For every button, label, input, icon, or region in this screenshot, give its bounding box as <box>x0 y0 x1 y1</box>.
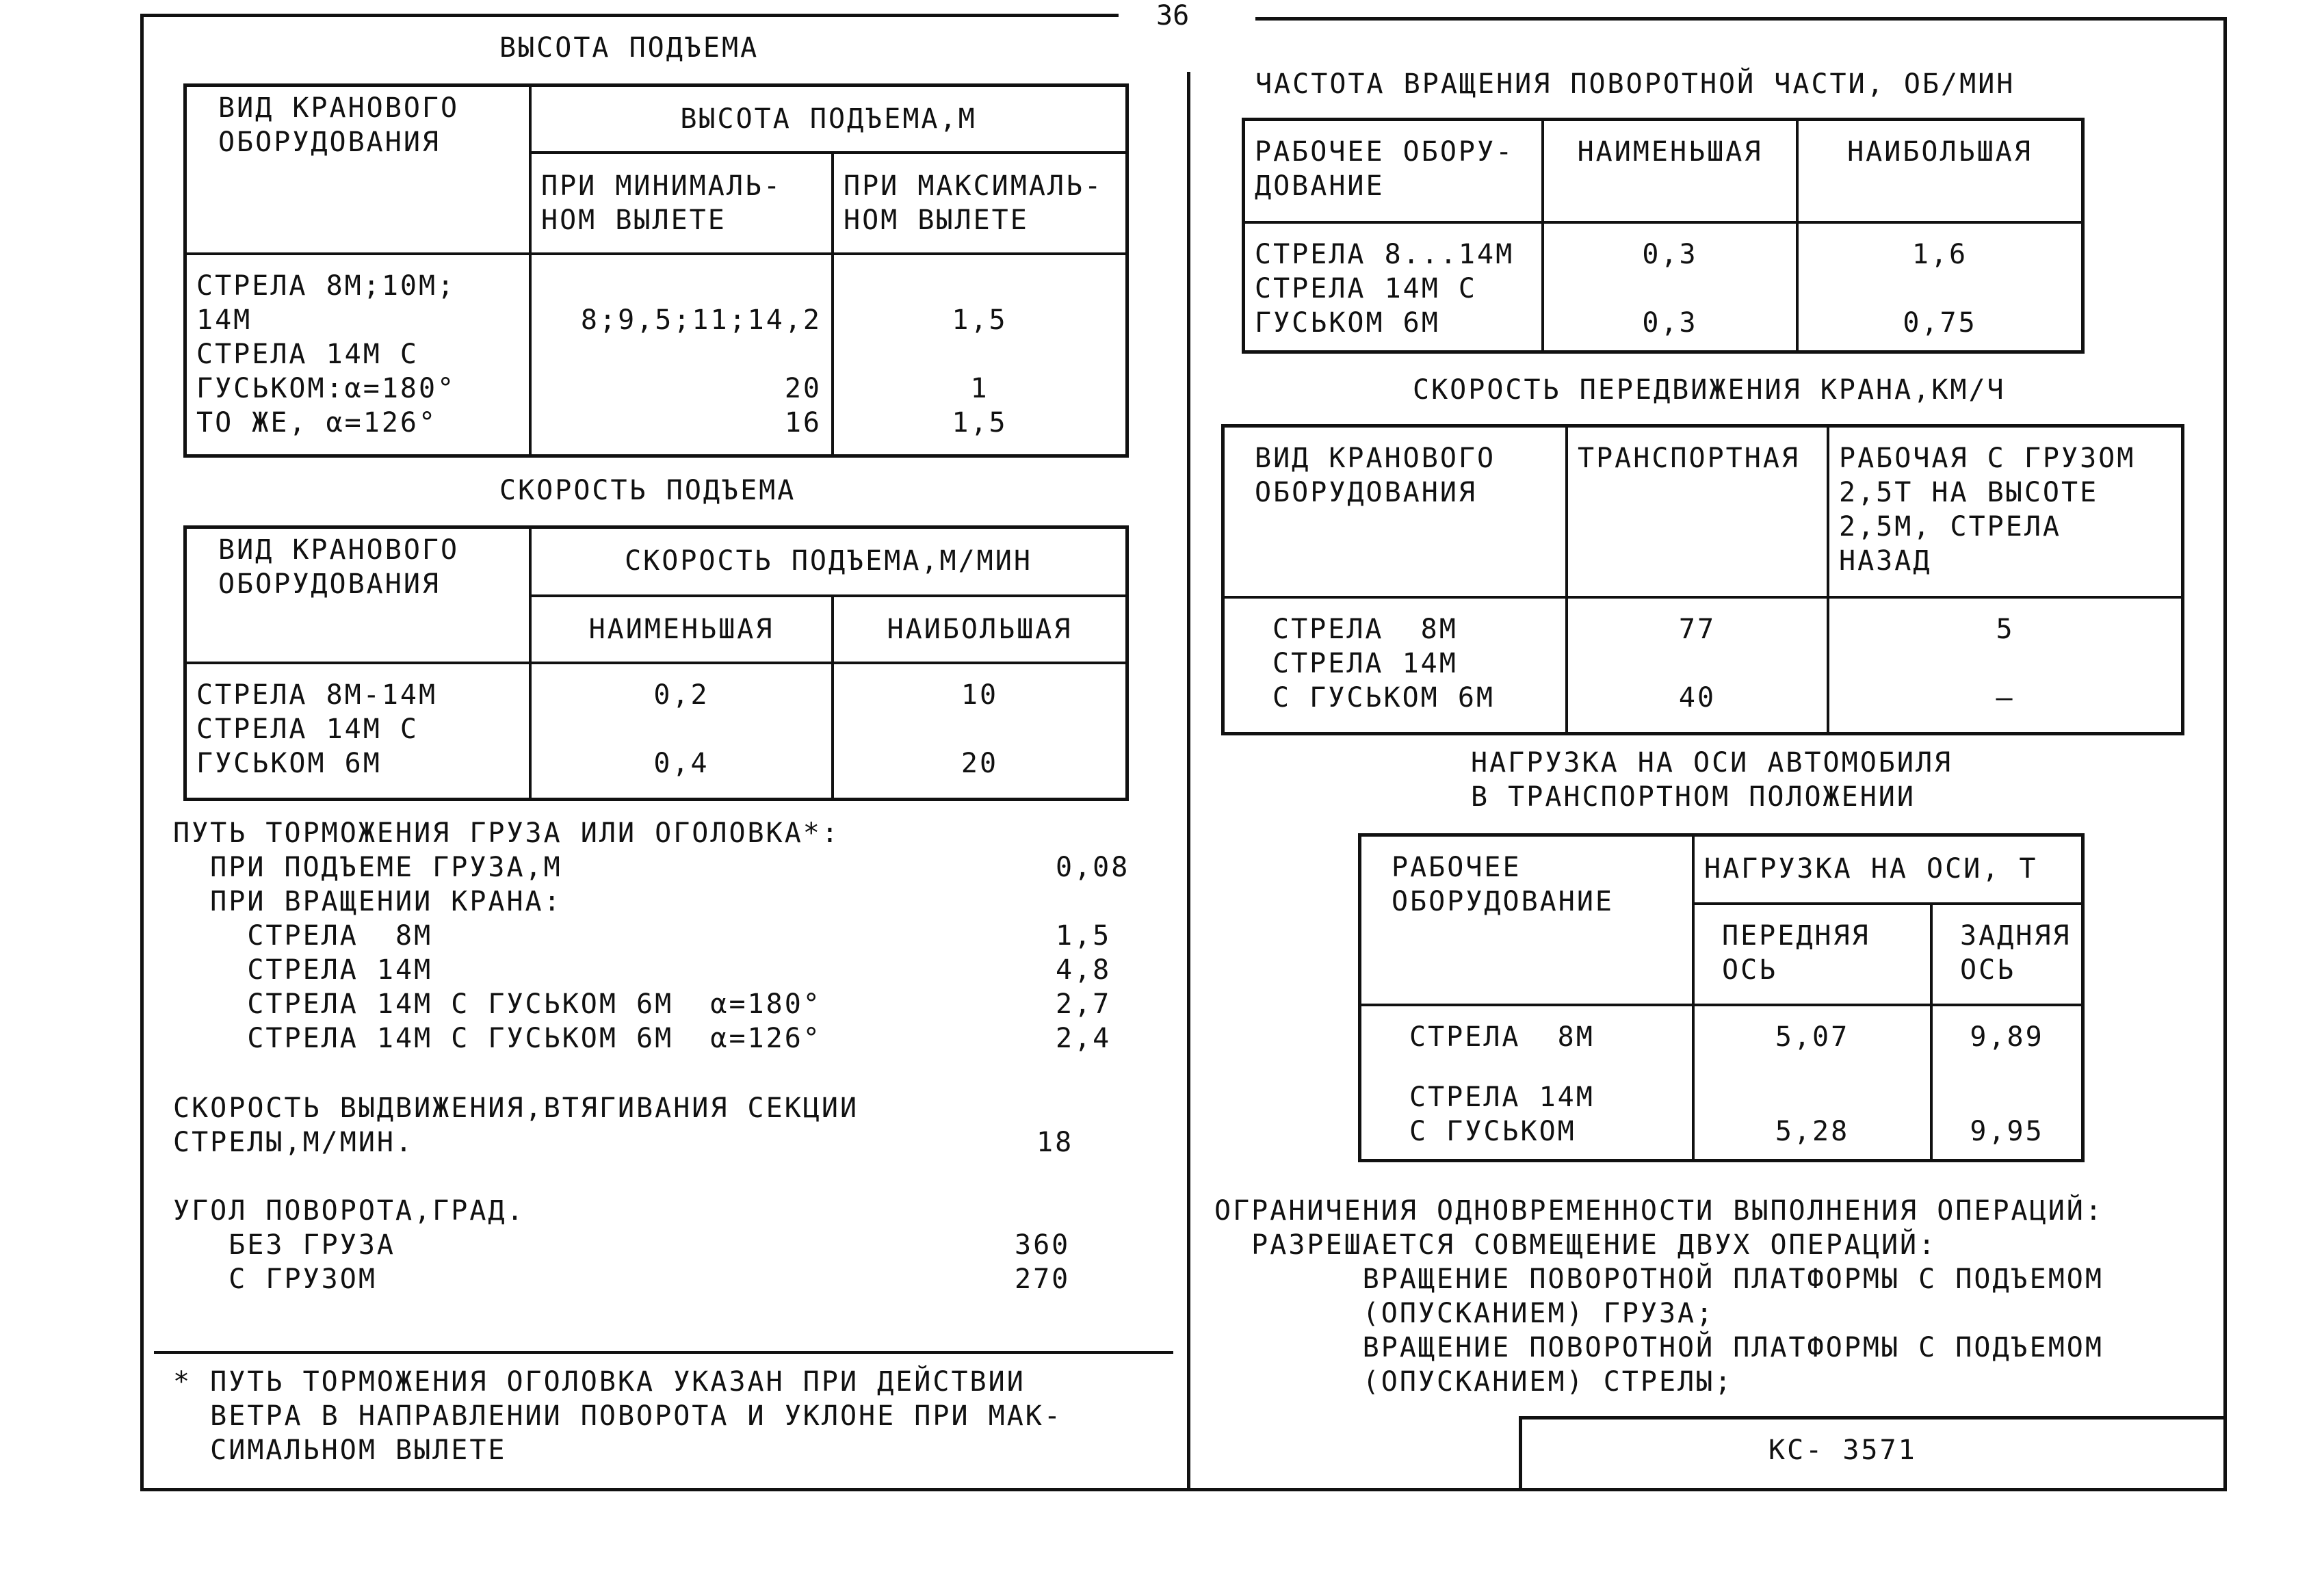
braking-item-value: 2,7 <box>1056 989 1112 1020</box>
travel-speed-col-equipment: ВИД КРАНОВОГО ОБОРУДОВАНИЯ <box>1223 426 1567 597</box>
rotation-speed-row-max: 1,6 0,75 <box>1797 222 2083 352</box>
footnote: * ПУТЬ ТОРМОЖЕНИЯ ОГОЛОВКА УКАЗАН ПРИ ДЕЙСТВИИ ВЕТРА В НАПРАВЛЕНИИ ПОВОРОТА И УКЛОНЕ ПРИ МАК- СИМАЛЬНОМ ВЫЛЕТЕ <box>173 1366 1062 1466</box>
lift-height-title: ВЫСОТА ПОДЪЕМА <box>499 32 759 64</box>
footnote-divider <box>154 1351 1173 1354</box>
braking-item <box>173 850 1145 885</box>
travel-speed-col-transport: ТРАНСПОРТНАЯ <box>1567 426 1828 597</box>
braking-item <box>173 953 1145 987</box>
travel-speed-table <box>1221 424 2184 735</box>
braking-item-value: 0,08 <box>1056 852 1130 883</box>
rotation-item-value: 270 <box>1015 1264 1071 1295</box>
axle-load-col-front: ПЕРЕДНЯЯ ОСЬ <box>1693 904 1931 1005</box>
braking-item-label: СТРЕЛА 14М С ГУСЬКОМ 6М α=180° <box>173 989 822 1020</box>
frame-left <box>140 14 144 1491</box>
braking-item-value: 4,8 <box>1056 954 1112 986</box>
braking-item <box>173 987 1145 1021</box>
axle-load-col-rear: ЗАДНЯЯ ОСЬ <box>1931 904 2083 1005</box>
travel-speed-row-working: 5 — <box>1828 597 2183 734</box>
lift-height-col-min: ПРИ МИНИМАЛЬ- НОМ ВЫЛЕТЕ <box>530 153 833 254</box>
frame-right <box>2223 17 2227 1491</box>
lift-speed-row-max: 10 20 <box>833 663 1127 800</box>
lift-speed-col-equipment: ВИД КРАНОВОГО ОБОРУДОВАНИЯ <box>185 527 531 663</box>
lift-height-row-min: 8;9,5;11;14,2 20 16 <box>530 254 833 456</box>
restrictions: ОГРАНИЧЕНИЯ ОДНОВРЕМЕННОСТИ ВЫПОЛНЕНИЯ ОПЕРАЦИЙ: РАЗРЕШАЕТСЯ СОВМЕЩЕНИЕ ДВУХ ОПЕРАЦИЙ: ВРАЩЕНИЕ ПОВОРОТНОЙ ПЛАТФОРМЫ С ПОДЪЕМОМ (ОПУСКАНИЕМ) ГРУЗА; ВРАЩЕНИЕ ПОВОРОТНОЙ ПЛАТФОРМЫ С ПОДЪЕМОМ (ОПУСКАНИЕМ) СТРЕЛЫ; <box>1214 1195 2104 1398</box>
rotation-speed-col-max: НАИБОЛЬШАЯ <box>1797 120 2083 222</box>
rotation-speed-row-min: 0,3 0,3 <box>1543 222 1797 352</box>
travel-speed-row-equipment: СТРЕЛА 8М СТРЕЛА 14М С ГУСЬКОМ 6М <box>1223 597 1567 734</box>
axle-load-title: НАГРУЗКА НА ОСИ АВТОМОБИЛЯ В ТРАНСПОРТНОМ ПОЛОЖЕНИИ <box>1471 747 1953 813</box>
lift-height-col-height: ВЫСОТА ПОДЪЕМА,М <box>530 86 1127 153</box>
rotation-speed-col-min: НАИМЕНЬШАЯ <box>1543 120 1797 222</box>
braking-item-value: 1,5 <box>1056 920 1112 952</box>
travel-speed-col-working: РАБОЧАЯ С ГРУЗОМ 2,5Т НА ВЫСОТЕ 2,5М, СТРЕЛА НАЗАД <box>1828 426 2183 597</box>
rotation-item <box>173 1262 1145 1296</box>
axle-load-row1-front: 5,07 <box>1693 1005 1931 1073</box>
rotation-item-label: С ГРУЗОМ <box>173 1264 377 1295</box>
axle-load-row2-front: 5,28 <box>1693 1073 1931 1161</box>
braking-item-label: СТРЕЛА 8М <box>173 920 433 952</box>
braking-list <box>173 850 1145 1056</box>
frame-top-right <box>1255 17 2227 21</box>
axle-load-row1-equipment: СТРЕЛА 8М <box>1360 1005 1694 1073</box>
lift-speed-title: СКОРОСТЬ ПОДЪЕМА <box>499 475 796 506</box>
stamp-label: КС- 3571 <box>1768 1435 1917 1466</box>
lift-height-row-equipment: СТРЕЛА 8М;10М; 14М СТРЕЛА 14М С ГУСЬКОМ:α=180° ТО ЖЕ, α=126° <box>185 254 531 456</box>
braking-item-label: ПРИ ПОДЪЕМЕ ГРУЗА,М <box>173 852 562 883</box>
rotation-speed-col-equipment: РАБОЧЕЕ ОБОРУ- ДОВАНИЕ <box>1244 120 1543 222</box>
page-number: 36 <box>1156 0 1190 31</box>
lift-height-table <box>183 83 1129 458</box>
axle-load-row2-equipment: СТРЕЛА 14М С ГУСЬКОМ <box>1360 1073 1694 1161</box>
rotation-speed-table <box>1242 118 2085 354</box>
braking-item <box>173 1021 1145 1056</box>
axle-load-row2-rear: 9,95 <box>1931 1073 2083 1161</box>
braking-item-value: 2,4 <box>1056 1023 1112 1054</box>
braking-item-label: СТРЕЛА 14М <box>173 954 433 986</box>
lift-speed-row-min: 0,2 0,4 <box>530 663 833 800</box>
axle-load-col-equipment: РАБОЧЕЕ ОБОРУДОВАНИЕ <box>1360 835 1694 1005</box>
axle-load-col-load: НАГРУЗКА НА ОСИ, Т <box>1693 835 2083 904</box>
lift-height-col-equipment: ВИД КРАНОВОГО ОБОРУДОВАНИЯ <box>185 86 531 254</box>
lift-speed-col-max: НАИБОЛЬШАЯ <box>833 596 1127 663</box>
braking-item-label: СТРЕЛА 14М С ГУСЬКОМ 6М α=126° <box>173 1023 822 1054</box>
stamp-box <box>1519 1416 2227 1491</box>
rotation-speed-title: ЧАСТОТА ВРАЩЕНИЯ ПОВОРОТНОЙ ЧАСТИ, ОБ/МИН <box>1255 68 2015 100</box>
extension-line2: СТРЕЛЫ,М/МИН. <box>173 1127 415 1158</box>
frame-top-left <box>140 14 1119 17</box>
braking-item <box>173 885 1145 919</box>
rotation-item-value: 360 <box>1015 1229 1071 1261</box>
lift-height-col-max: ПРИ МАКСИМАЛЬ- НОМ ВЫЛЕТЕ <box>833 153 1127 254</box>
rotation-header: УГОЛ ПОВОРОТА,ГРАД. <box>173 1195 525 1227</box>
axle-load-table <box>1358 833 2085 1162</box>
axle-load-row1-rear: 9,89 <box>1931 1005 2083 1073</box>
lift-height-row-max: 1,5 1 1,5 <box>833 254 1127 456</box>
rotation-item-label: БЕЗ ГРУЗА <box>173 1229 395 1261</box>
travel-speed-row-transport: 77 40 <box>1567 597 1828 734</box>
lift-speed-row-equipment: СТРЕЛА 8М-14М СТРЕЛА 14М С ГУСЬКОМ 6М <box>185 663 531 800</box>
frame-center-divider <box>1187 72 1190 1489</box>
rotation-speed-row-equipment: СТРЕЛА 8...14М СТРЕЛА 14М С ГУСЬКОМ 6М <box>1244 222 1543 352</box>
rotation-list <box>173 1228 1145 1296</box>
travel-speed-title: СКОРОСТЬ ПЕРЕДВИЖЕНИЯ КРАНА,КМ/Ч <box>1413 374 2006 406</box>
rotation-item <box>173 1228 1145 1262</box>
lift-speed-col-speed: СКОРОСТЬ ПОДЪЕМА,М/МИН <box>530 527 1127 596</box>
lift-speed-table <box>183 525 1129 801</box>
braking-item-label: ПРИ ВРАЩЕНИИ КРАНА: <box>173 886 562 917</box>
extension-value: 18 <box>1036 1127 1074 1158</box>
braking-header: ПУТЬ ТОРМОЖЕНИЯ ГРУЗА ИЛИ ОГОЛОВКА*: <box>173 817 840 849</box>
extension-line1: СКОРОСТЬ ВЫДВИЖЕНИЯ,ВТЯГИВАНИЯ СЕКЦИИ <box>173 1093 859 1124</box>
lift-speed-col-min: НАИМЕНЬШАЯ <box>530 596 833 663</box>
braking-item <box>173 919 1145 953</box>
